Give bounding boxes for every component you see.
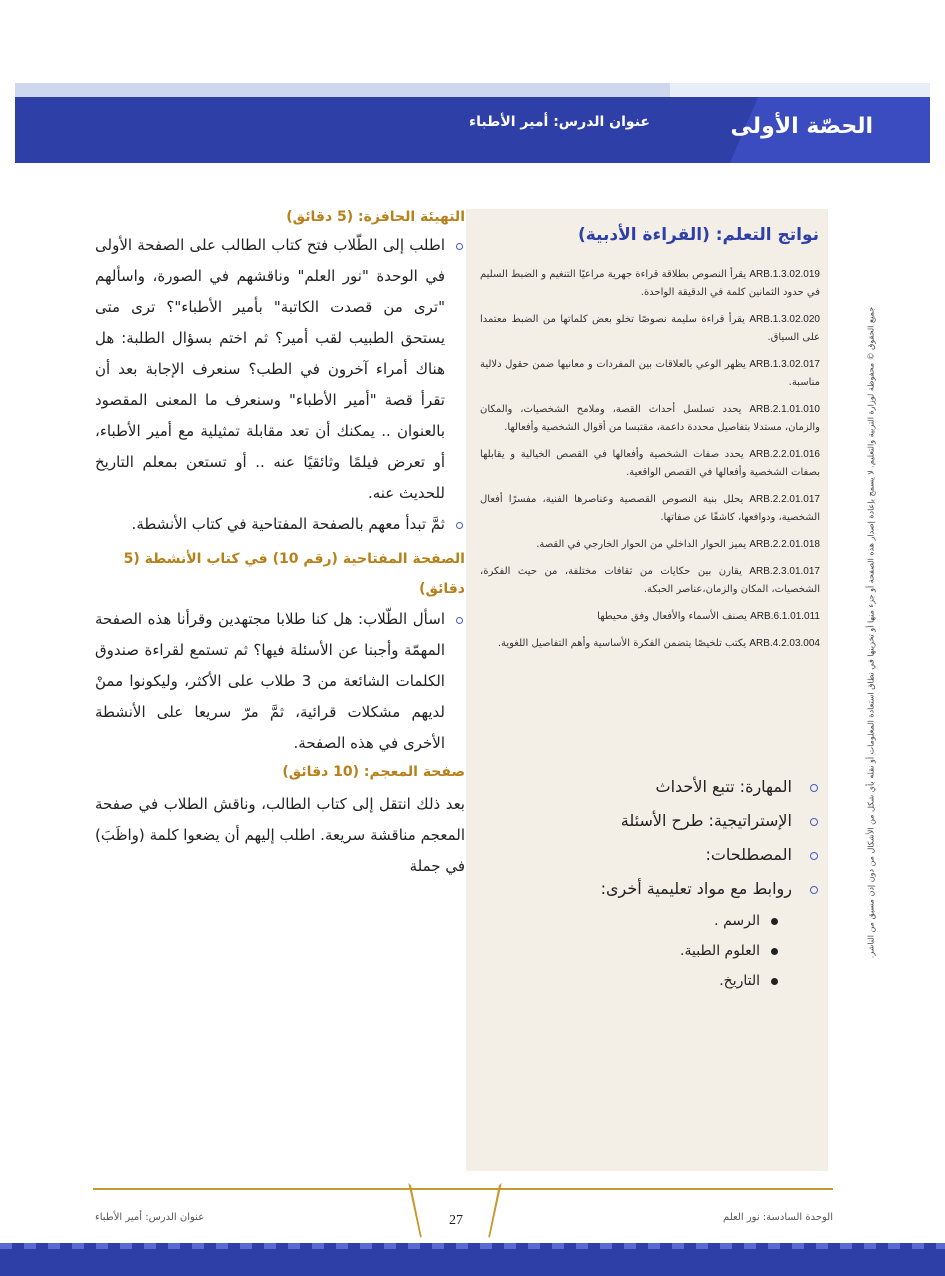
keypage-heading: الصفحة المفتاحية (رقم 10) في كتاب الأنشطة (5 دقائق) [123,551,465,597]
outcome-code: ARB.1.3.02.020 [749,314,820,325]
dictionary-paragraph: بعد ذلك انتقل إلى كتاب الطالب، وناقش الطلاب في صفحة المعجم مناقشة سريعة. اطلب إليهم أن يضعوا كلمة (واظَبَ) في جملة [95,795,465,875]
outcome-code: ARB.6.1.01.011 [750,611,820,622]
outcome-item [480,311,820,347]
circle-bullet-icon [456,522,463,529]
terms-text: المصطلحات: [705,845,792,864]
dictionary-heading: صفحة المعجم: (10 دقائق) [282,764,465,780]
outcome-code: ARB.2.2.01.017 [749,494,820,505]
outcome-code: ARB.1.3.02.019 [749,269,820,280]
outcome-code: ARB.2.2.01.016 [749,449,820,460]
outcome-code: ARB.1.3.02.017 [749,359,820,370]
outcome-item [480,401,820,437]
footer-page-notch [408,1183,501,1237]
outcome-code: ARB.2.2.01.018 [749,539,820,550]
outcome-code: ARB.2.3.01.017 [749,566,820,577]
dot-bullet-icon [771,978,778,985]
outcome-text: يقرأ قراءة سليمة نصوصًا تخلو بعض كلماتها من الضبط معتمدا على السياق. [480,314,820,343]
skills-list [490,770,820,996]
dot-bullet-icon [771,918,778,925]
link-text: الرسم . [714,913,760,929]
outcome-text: يظهر الوعي بالعلاقات بين المفردات و معانيها ضمن حقول دلالية مناسبة. [480,359,820,388]
link-text: التاريخ. [719,973,760,989]
copyright-text: جميع الحقوق © محفوظة لوزارة التربية والتعليم. لا يسمح بإعادة إصدار هذه الصفحة أو جزء منها أو تخزينها في نطاق استعادة المعلومات أو نقله بأي شكل من الأشكال من دون إذن مسبق من الناشر. [866,306,876,959]
link-text: العلوم الطبية. [680,943,760,959]
circle-bullet-icon [810,818,818,826]
outcome-text: يحدد تسلسل أحداث القصة، وملامح الشخصيات، والمكان والزمان، مستدلا بتفاصيل محددة داعمة، مقتبسا من أقوال الشخصية وأفعالها. [480,404,820,433]
outcome-item [480,491,820,527]
outcomes-list [480,266,820,662]
circle-bullet-icon [456,243,463,250]
outcome-text: يقرأ النصوص بطلاقة قراءة جهرية مراعيًا التنغيم و الضبط السليم في حدود الثمانين كلمة في الدقيقة الواحدة. [480,269,820,298]
outcome-item [480,563,820,599]
page-number: 27 [449,1213,463,1228]
warmup-text-2: ثمَّ تبدأ معهم بالصفحة المفتاحية في كتاب الأنشطة. [131,515,445,533]
warmup-paragraph-2 [95,509,465,540]
links-list [490,906,820,996]
outcome-item [480,266,820,302]
footer-lesson: عنوان الدرس: أمير الأطباء [95,1212,205,1223]
circle-bullet-icon [810,886,818,894]
keypage-paragraph [95,604,465,759]
outcome-item [480,635,820,653]
warmup-text: اطلب إلى الطّلاب فتح كتاب الطالب على الصفحة الأولى في الوحدة "نور العلم" وناقشهم في الصورة، واسألهم "ترى من قصدت الكاتبة" بأمير الأطباء"؟ ترى متى يستحق الطبيب لقب أمير؟ ثم اختم بسؤال الطلبة: هل هناك أمراء آخرون في الطب؟ سنعرف الإجابة بعد أن تقرأ قصة "أمير الأطباء" وسنعرف ما المعنى المقصود بالعنوان .. يمكنك أن تعد مقابلة تمثيلية مع أمير الأطباء، أو تعرض فيلمًا وثائقيًا عنه .. أو تستعن بمعلم التاريخ للحديث عنه. [95,236,445,502]
circle-bullet-icon [456,617,463,624]
outcomes-title: نواتج التعلم: (القراءة الأدبية) [577,225,819,245]
outcome-item [480,536,820,554]
outcome-code: ARB.4.2.03.004 [749,638,820,649]
bottom-bar-pattern [0,1243,945,1249]
outcome-item [480,608,820,626]
strategy-text: الإستراتيجية: طرح الأسئلة [620,811,792,830]
lesson-procedure [95,204,465,882]
outcome-item [480,446,820,482]
dot-bullet-icon [771,948,778,955]
session-title: الحصّة الأولى [730,114,873,139]
circle-bullet-icon [810,784,818,792]
outcome-text: يميز الحوار الداخلي من الحوار الخارجي في القصة. [536,539,747,550]
outcome-item [480,356,820,392]
outcome-text: يصنف الأسماء والأفعال وفق محيطها [597,611,747,622]
outcome-text: يحدد صفات الشخصية وأفعالها في القصص الخيالية و يقابلها بصفات الشخصية وأفعالها في القصص الواقعية. [480,449,820,478]
outcome-code: ARB.2.1.01.010 [749,404,820,415]
warmup-heading: التهيئة الحافزة: (5 دقائق) [286,209,465,225]
circle-bullet-icon [810,852,818,860]
footer-unit: الوحدة السادسة: نور العلم [723,1212,833,1223]
skill-text: المهارة: تتبع الأحداث [655,777,792,796]
outcome-text: يحلل بنية النصوص القصصية وعناصرها الفنية، مفسرًا أفعال الشخصية، ودوافعها، كاشفًا عن صفاتها. [480,494,820,523]
lesson-title: عنوان الدرس: أمير الأطباء [469,114,650,130]
links-item [490,872,820,906]
outcome-text: يكتب تلخيصًا يتضمن الفكرة الأساسية وأهم التفاصيل اللغوية. [497,638,747,649]
outcome-text: يقارن بين حكايات من ثقافات مختلفة، من حيث الفكرة، الشخصيات، المكان والزمان،عناصر الحبكة. [480,566,820,595]
keypage-text: اسأل الطّلاب: هل كنا طلابا مجتهدين وقرأنا هذه الصفحة المهمّة وأجبنا عن الأسئلة فيها؟ ثم تستمع لقراءة صندوق الكلمات الشائعة من 3 طلاب على الأكثر، وليكونوا ممنْ لديهم مشكلات قرائية، ثمَّ مرّ سريعا على الأنشطة الأخرى في هذه الصفحة. [95,610,445,752]
links-label: روابط مع مواد تعليمية أخرى: [600,879,792,898]
skill-item [490,770,820,804]
bottom-bar [0,1243,945,1276]
terms-item [490,838,820,872]
warmup-paragraph [95,230,465,509]
copyright-note [864,290,878,980]
link-item [490,966,778,996]
strategy-item [490,804,820,838]
banner-stripe-light [670,83,930,97]
link-item [490,906,778,936]
link-item [490,936,778,966]
